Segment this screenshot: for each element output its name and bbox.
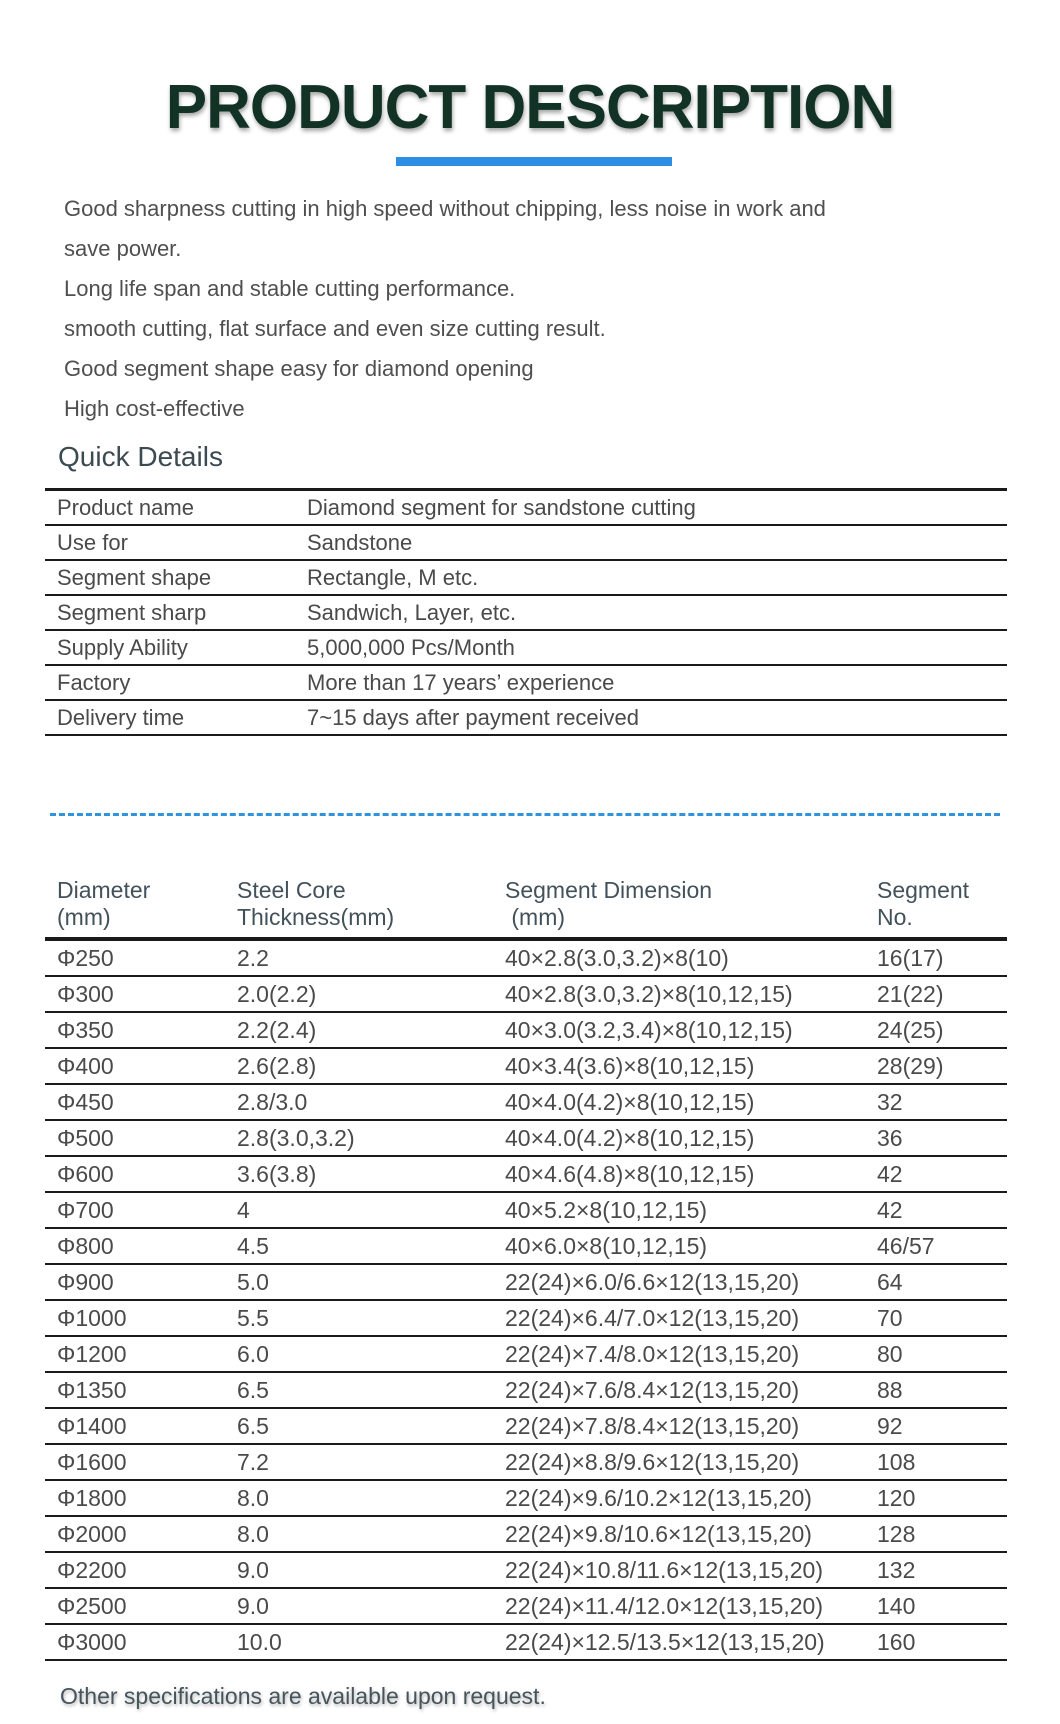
cell-diameter: Φ1600	[45, 1444, 225, 1480]
cell-thickness: 8.0	[225, 1480, 493, 1516]
quick-details-row	[45, 490, 1007, 526]
cell-diameter: Φ1400	[45, 1408, 225, 1444]
quick-details-table	[45, 488, 1007, 736]
cell-thickness: 2.8/3.0	[225, 1084, 493, 1120]
cell-dimension: 22(24)×6.0/6.6×12(13,15,20)	[493, 1264, 865, 1300]
quick-details-row	[45, 665, 1007, 700]
cell-thickness: 3.6(3.8)	[225, 1156, 493, 1192]
cell-dimension: 22(24)×12.5/13.5×12(13,15,20)	[493, 1624, 865, 1660]
intro-line: Good segment shape easy for diamond opening	[64, 356, 534, 381]
cell-dimension: 40×3.4(3.6)×8(10,12,15)	[493, 1048, 865, 1084]
cell-thickness: 2.0(2.2)	[225, 976, 493, 1012]
cell-diameter: Φ350	[45, 1012, 225, 1048]
cell-segment-no: 108	[865, 1444, 1007, 1480]
cell-dimension: 40×4.0(4.2)×8(10,12,15)	[493, 1120, 865, 1156]
table-row	[45, 1120, 1007, 1156]
intro-line: smooth cutting, flat surface and even size cutting result.	[64, 316, 606, 341]
table-row	[45, 1300, 1007, 1336]
cell-diameter: Φ2500	[45, 1588, 225, 1624]
header-thickness: Steel Core Thickness(mm)	[225, 877, 493, 939]
cell-diameter: Φ900	[45, 1264, 225, 1300]
cell-dimension: 40×6.0×8(10,12,15)	[493, 1228, 865, 1264]
table-row	[45, 1264, 1007, 1300]
cell-dimension: 22(24)×7.6/8.4×12(13,15,20)	[493, 1372, 865, 1408]
cell-diameter: Φ250	[45, 939, 225, 976]
cell-thickness: 10.0	[225, 1624, 493, 1660]
table-row	[45, 1228, 1007, 1264]
cell-diameter: Φ2000	[45, 1516, 225, 1552]
cell-dimension: 22(24)×10.8/11.6×12(13,15,20)	[493, 1552, 865, 1588]
cell-thickness: 7.2	[225, 1444, 493, 1480]
quick-details-row	[45, 595, 1007, 630]
cell-dimension: 22(24)×9.8/10.6×12(13,15,20)	[493, 1516, 865, 1552]
cell-segment-no: 140	[865, 1588, 1007, 1624]
cell-segment-no: 42	[865, 1192, 1007, 1228]
table-row	[45, 1012, 1007, 1048]
detail-value: Diamond segment for sandstone cutting	[295, 490, 1007, 526]
cell-dimension: 22(24)×8.8/9.6×12(13,15,20)	[493, 1444, 865, 1480]
cell-segment-no: 88	[865, 1372, 1007, 1408]
page-title: PRODUCT DESCRIPTION	[165, 73, 895, 142]
table-row	[45, 1372, 1007, 1408]
cell-dimension: 22(24)×6.4/7.0×12(13,15,20)	[493, 1300, 865, 1336]
quick-details-row	[45, 700, 1007, 735]
detail-key: Use for	[45, 525, 295, 560]
cell-segment-no: 120	[865, 1480, 1007, 1516]
table-row	[45, 1588, 1007, 1624]
quick-details-title: Quick Details	[58, 441, 223, 472]
table-row	[45, 1336, 1007, 1372]
cell-diameter: Φ300	[45, 976, 225, 1012]
detail-value: More than 17 years’ experience	[295, 665, 1007, 700]
cell-thickness: 2.8(3.0,3.2)	[225, 1120, 493, 1156]
cell-thickness: 9.0	[225, 1588, 493, 1624]
cell-diameter: Φ1200	[45, 1336, 225, 1372]
cell-dimension: 40×4.6(4.8)×8(10,12,15)	[493, 1156, 865, 1192]
cell-segment-no: 132	[865, 1552, 1007, 1588]
detail-key: Product name	[45, 490, 295, 526]
table-row	[45, 1156, 1007, 1192]
intro-line: save power.	[64, 236, 182, 261]
table-row	[45, 1624, 1007, 1660]
table-row	[45, 976, 1007, 1012]
cell-segment-no: 160	[865, 1624, 1007, 1660]
cell-diameter: Φ600	[45, 1156, 225, 1192]
detail-key: Delivery time	[45, 700, 295, 735]
table-row	[45, 1444, 1007, 1480]
cell-dimension: 40×5.2×8(10,12,15)	[493, 1192, 865, 1228]
cell-diameter: Φ1800	[45, 1480, 225, 1516]
cell-diameter: Φ800	[45, 1228, 225, 1264]
intro-line: High cost-effective	[64, 396, 245, 421]
cell-segment-no: 21(22)	[865, 976, 1007, 1012]
cell-thickness: 6.5	[225, 1408, 493, 1444]
cell-segment-no: 28(29)	[865, 1048, 1007, 1084]
cell-segment-no: 16(17)	[865, 939, 1007, 976]
detail-value: Sandstone	[295, 525, 1007, 560]
cell-segment-no: 92	[865, 1408, 1007, 1444]
cell-diameter: Φ1000	[45, 1300, 225, 1336]
cell-thickness: 5.5	[225, 1300, 493, 1336]
table-row	[45, 1480, 1007, 1516]
table-row	[45, 1192, 1007, 1228]
cell-dimension: 22(24)×7.4/8.0×12(13,15,20)	[493, 1336, 865, 1372]
section-divider	[50, 813, 1000, 816]
header-diameter: Diameter (mm)	[45, 877, 225, 939]
table-row	[45, 1516, 1007, 1552]
cell-dimension: 22(24)×11.4/12.0×12(13,15,20)	[493, 1588, 865, 1624]
table-row	[45, 1552, 1007, 1588]
cell-thickness: 2.6(2.8)	[225, 1048, 493, 1084]
cell-thickness: 9.0	[225, 1552, 493, 1588]
cell-segment-no: 46/57	[865, 1228, 1007, 1264]
cell-thickness: 4	[225, 1192, 493, 1228]
detail-key: Factory	[45, 665, 295, 700]
cell-dimension: 40×4.0(4.2)×8(10,12,15)	[493, 1084, 865, 1120]
cell-segment-no: 36	[865, 1120, 1007, 1156]
cell-diameter: Φ400	[45, 1048, 225, 1084]
intro-text	[64, 189, 964, 429]
cell-segment-no: 80	[865, 1336, 1007, 1372]
detail-value: 7~15 days after payment received	[295, 700, 1007, 735]
cell-dimension: 22(24)×9.6/10.2×12(13,15,20)	[493, 1480, 865, 1516]
table-row	[45, 1408, 1007, 1444]
detail-value: Sandwich, Layer, etc.	[295, 595, 1007, 630]
cell-segment-no: 128	[865, 1516, 1007, 1552]
title-underline	[396, 157, 672, 166]
intro-line: Long life span and stable cutting performance.	[64, 276, 516, 301]
cell-dimension: 22(24)×7.8/8.4×12(13,15,20)	[493, 1408, 865, 1444]
table-row	[45, 1048, 1007, 1084]
spec-table	[45, 877, 1007, 1661]
cell-thickness: 6.0	[225, 1336, 493, 1372]
cell-diameter: Φ1350	[45, 1372, 225, 1408]
cell-diameter: Φ3000	[45, 1624, 225, 1660]
cell-diameter: Φ2200	[45, 1552, 225, 1588]
cell-segment-no: 32	[865, 1084, 1007, 1120]
cell-segment-no: 64	[865, 1264, 1007, 1300]
intro-line: Good sharpness cutting in high speed without chipping, less noise in work and	[64, 196, 826, 221]
cell-diameter: Φ450	[45, 1084, 225, 1120]
quick-details-row	[45, 630, 1007, 665]
detail-key: Segment sharp	[45, 595, 295, 630]
cell-dimension: 40×3.0(3.2,3.4)×8(10,12,15)	[493, 1012, 865, 1048]
detail-value: Rectangle, M etc.	[295, 560, 1007, 595]
cell-diameter: Φ700	[45, 1192, 225, 1228]
cell-thickness: 4.5	[225, 1228, 493, 1264]
cell-thickness: 8.0	[225, 1516, 493, 1552]
detail-key: Segment shape	[45, 560, 295, 595]
detail-value: 5,000,000 Pcs/Month	[295, 630, 1007, 665]
cell-dimension: 40×2.8(3.0,3.2)×8(10,12,15)	[493, 976, 865, 1012]
cell-thickness: 5.0	[225, 1264, 493, 1300]
header-segment-no: Segment No.	[865, 877, 1007, 939]
cell-segment-no: 42	[865, 1156, 1007, 1192]
quick-details-row	[45, 560, 1007, 595]
cell-thickness: 6.5	[225, 1372, 493, 1408]
cell-diameter: Φ500	[45, 1120, 225, 1156]
cell-dimension: 40×2.8(3.0,3.2)×8(10)	[493, 939, 865, 976]
cell-segment-no: 24(25)	[865, 1012, 1007, 1048]
table-row	[45, 939, 1007, 976]
quick-details-row	[45, 525, 1007, 560]
spec-header-row	[45, 877, 1007, 939]
footnote: Other specifications are available upon request.	[60, 1683, 546, 1709]
cell-segment-no: 70	[865, 1300, 1007, 1336]
cell-thickness: 2.2(2.4)	[225, 1012, 493, 1048]
cell-thickness: 2.2	[225, 939, 493, 976]
detail-key: Supply Ability	[45, 630, 295, 665]
table-row	[45, 1084, 1007, 1120]
header-dimension: Segment Dimension (mm)	[493, 877, 865, 939]
